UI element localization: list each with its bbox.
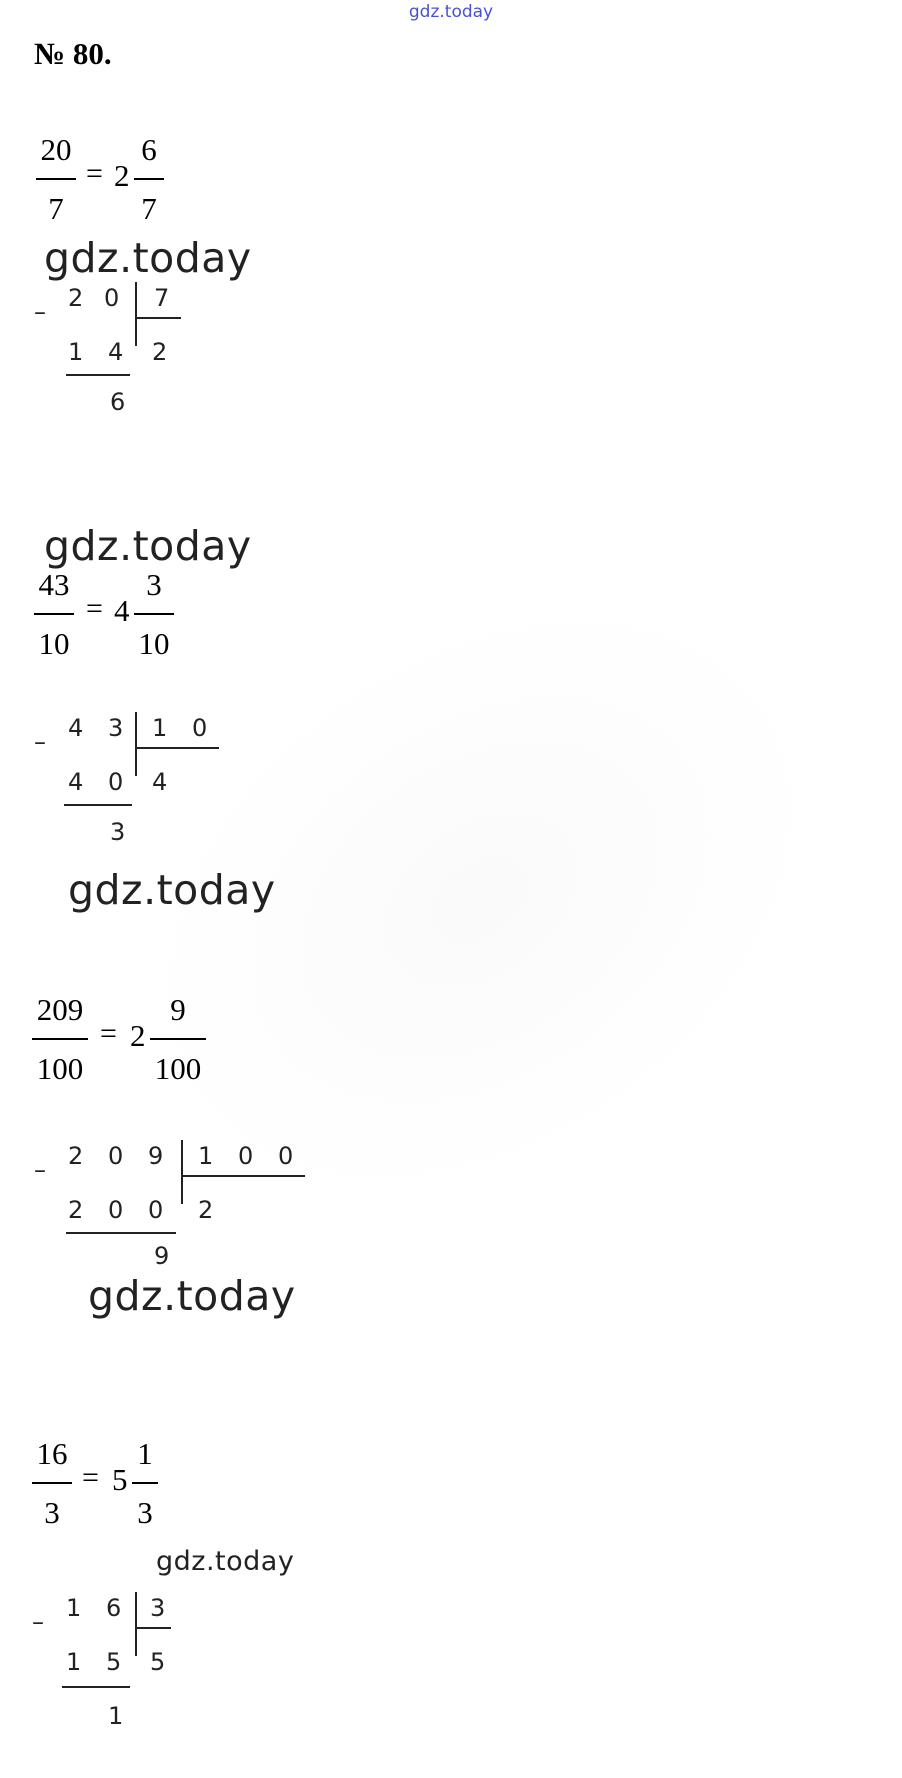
fraction-bar [32, 1482, 72, 1484]
remainder-digit: 9 [154, 1242, 170, 1270]
fraction-bar [150, 1038, 206, 1040]
watermark-text: gdz.today [68, 866, 276, 914]
equals-sign: = [86, 592, 103, 625]
whole-part: 2 [130, 1018, 146, 1053]
minus-sign: – [34, 728, 46, 756]
denominator: 3 [44, 1495, 60, 1530]
watermark-text: gdz.today [156, 1546, 295, 1577]
numerator: 209 [36, 992, 84, 1027]
whole-part: 2 [114, 158, 130, 193]
divisor-digit: 0 [278, 1142, 294, 1170]
fraction-bar [32, 1038, 88, 1040]
numerator: 9 [170, 992, 186, 1027]
fraction-remainder-4 [132, 1432, 158, 1532]
fraction-remainder-3 [150, 988, 206, 1088]
divisor-underline [137, 317, 181, 319]
subtrahend-digit: 4 [108, 338, 124, 366]
denominator: 100 [36, 1051, 84, 1086]
divisor-underline [183, 1175, 305, 1177]
subtraction-line [66, 374, 130, 376]
divisor-digit: 7 [154, 284, 170, 312]
remainder-digit: 3 [110, 818, 126, 846]
subtraction-line [66, 1232, 176, 1234]
long-division-2 [34, 710, 234, 846]
division-bracket [135, 712, 137, 776]
subtrahend-digit: 4 [68, 768, 84, 796]
long-division-1 [34, 280, 194, 416]
numerator: 1 [137, 1436, 153, 1471]
subtrahend-digit: 1 [68, 338, 84, 366]
dividend-digit: 2 [68, 1142, 84, 1170]
whole-part: 5 [112, 1462, 128, 1497]
fraction-improper-2 [34, 563, 74, 663]
fraction-bar [134, 178, 164, 180]
watermark-text: gdz.today [44, 234, 252, 282]
fraction-bar [132, 1482, 158, 1484]
subtrahend-digit: 0 [108, 1196, 124, 1224]
quotient-digit: 5 [150, 1648, 166, 1676]
quotient-digit: 2 [152, 338, 168, 366]
fraction-bar [34, 613, 74, 615]
fraction-bar [134, 613, 174, 615]
dividend-digit: 2 [68, 284, 84, 312]
equals-sign: = [86, 157, 103, 190]
denominator: 10 [138, 626, 170, 661]
remainder-digit: 6 [110, 388, 126, 416]
dividend-digit: 1 [66, 1594, 82, 1622]
minus-sign: – [32, 1608, 44, 1636]
subtrahend-digit: 0 [108, 768, 124, 796]
denominator: 7 [48, 191, 64, 226]
fraction-remainder-2 [134, 563, 174, 663]
division-bracket [181, 1140, 183, 1204]
dividend-digit: 6 [106, 1594, 122, 1622]
divisor-digit: 3 [150, 1594, 166, 1622]
dividend-digit: 4 [68, 714, 84, 742]
numerator: 6 [141, 132, 157, 167]
quotient-digit: 2 [198, 1196, 214, 1224]
divisor-digit: 0 [192, 714, 208, 742]
subtrahend-digit: 5 [106, 1648, 122, 1676]
division-bracket [135, 1592, 137, 1656]
divisor-underline [137, 1627, 171, 1629]
denominator: 10 [38, 626, 70, 661]
fraction-bar [36, 178, 76, 180]
equals-sign: = [82, 1461, 99, 1494]
long-division-3 [34, 1138, 314, 1268]
denominator: 7 [141, 191, 157, 226]
divisor-underline [137, 747, 219, 749]
watermark-text: gdz.today [44, 522, 252, 570]
numerator: 20 [40, 132, 72, 167]
numerator: 43 [38, 567, 70, 602]
dividend-digit: 0 [104, 284, 120, 312]
long-division-4 [32, 1590, 192, 1730]
subtrahend-digit: 1 [66, 1648, 82, 1676]
fraction-improper-1 [36, 128, 76, 228]
divisor-digit: 1 [152, 714, 168, 742]
subtraction-line [64, 804, 132, 806]
divisor-digit: 1 [198, 1142, 214, 1170]
fraction-improper-4 [32, 1432, 72, 1532]
problem-title: № 80. [34, 36, 112, 71]
numerator: 16 [36, 1436, 68, 1471]
numerator: 3 [146, 567, 162, 602]
subtrahend-digit: 2 [68, 1196, 84, 1224]
dividend-digit: 3 [108, 714, 124, 742]
divisor-digit: 0 [238, 1142, 254, 1170]
watermark-text: gdz.today [88, 1272, 296, 1320]
equals-sign: = [100, 1017, 117, 1050]
subtrahend-digit: 0 [148, 1196, 164, 1224]
quotient-digit: 4 [152, 768, 168, 796]
division-bracket [135, 282, 137, 346]
dividend-digit: 0 [108, 1142, 124, 1170]
top-watermark: gdz.today [408, 2, 494, 22]
subtraction-line [62, 1686, 130, 1688]
fraction-improper-3 [32, 988, 88, 1088]
fraction-remainder-1 [134, 128, 164, 228]
minus-sign: – [34, 1156, 46, 1184]
dividend-digit: 9 [148, 1142, 164, 1170]
denominator: 100 [154, 1051, 202, 1086]
minus-sign: – [34, 298, 46, 326]
whole-part: 4 [114, 593, 130, 628]
denominator: 3 [137, 1495, 153, 1530]
remainder-digit: 1 [108, 1702, 124, 1730]
